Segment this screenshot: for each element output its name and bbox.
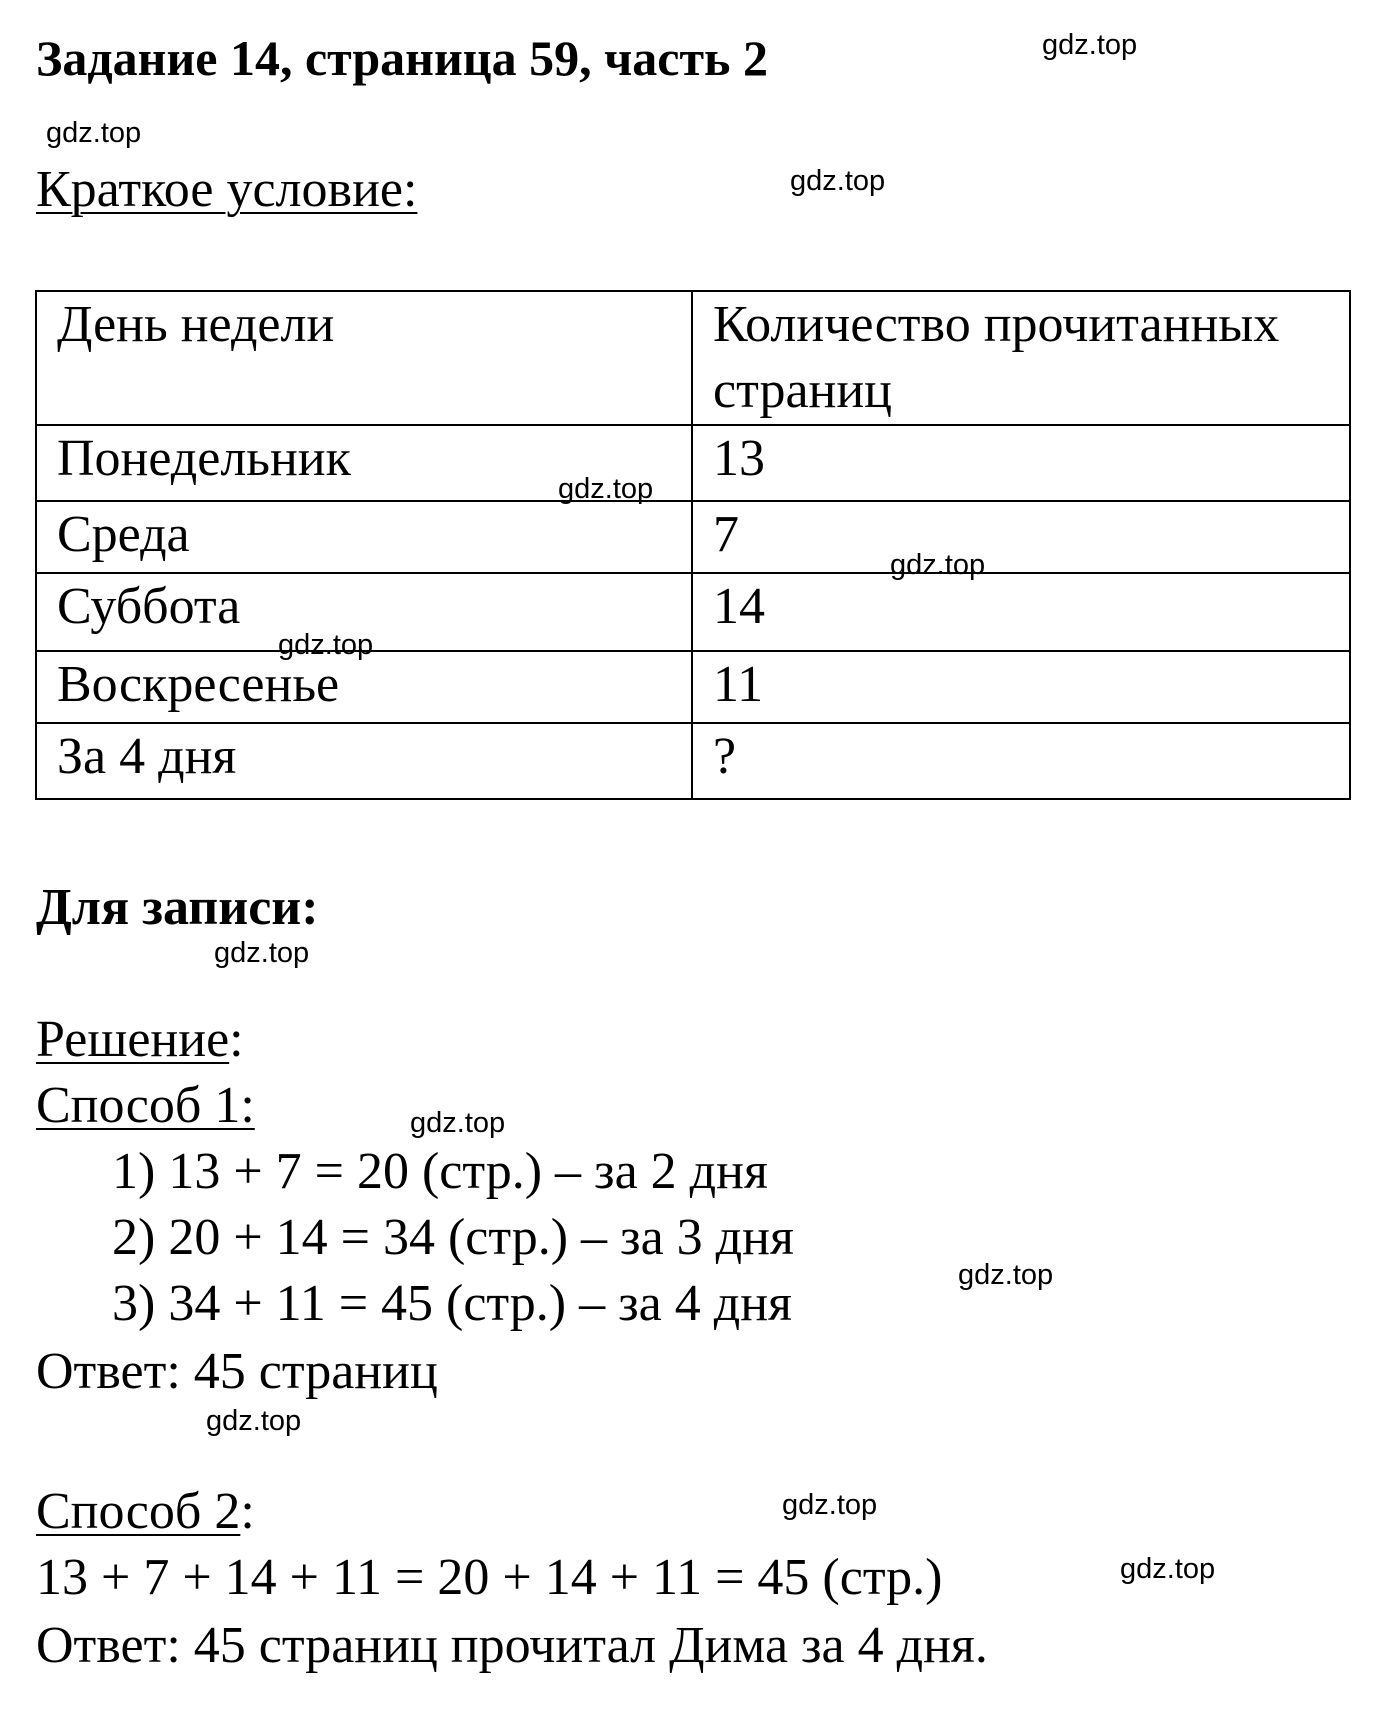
watermark: gdz.top [278, 629, 374, 661]
table-cell-day: Среда [36, 501, 692, 573]
method1-answer: Ответ: 45 страниц [36, 1343, 438, 1400]
table-cell-day: Воскресенье [36, 651, 692, 723]
table-row [36, 573, 1350, 651]
method2-expression: 13 + 7 + 14 + 11 = 20 + 14 + 11 = 45 (стр.) [36, 1549, 943, 1606]
table-header-pages: Количество прочитанных страниц [692, 291, 1350, 425]
watermark: gdz.top [1042, 29, 1138, 61]
table-cell-pages: 13 [692, 425, 1350, 501]
table-row [36, 651, 1350, 723]
method1-step-2: 2) 20 + 14 = 34 (стр.) – за 3 дня [112, 1209, 794, 1266]
table-cell-day: Суббота [36, 573, 692, 651]
method2-answer: Ответ: 45 страниц прочитал Дима за 4 дня. [36, 1617, 988, 1674]
solution-heading [36, 1008, 244, 1072]
table-cell-day: За 4 дня [36, 723, 692, 799]
watermark: gdz.top [46, 117, 142, 149]
table-header-row [36, 291, 1350, 425]
watermark: gdz.top [206, 1405, 302, 1437]
record-heading: Для записи: [36, 879, 319, 936]
solution-heading-colon: : [229, 1011, 244, 1068]
table-row [36, 723, 1350, 799]
table-cell-pages: 14 [692, 573, 1350, 651]
watermark: gdz.top [558, 473, 654, 505]
table-row [36, 501, 1350, 573]
table-row [36, 425, 1350, 501]
page-title: Задание 14, страница 59, часть 2 [36, 30, 768, 86]
watermark: gdz.top [1120, 1553, 1216, 1585]
table-cell-pages: 7 [692, 501, 1350, 573]
watermark: gdz.top [782, 1489, 878, 1521]
table-header-day: День недели [36, 291, 692, 425]
watermark: gdz.top [958, 1259, 1054, 1291]
watermark: gdz.top [410, 1107, 506, 1139]
method1-step-3: 3) 34 + 11 = 45 (стр.) – за 4 дня [112, 1275, 792, 1332]
method2-heading-colon: : [240, 1483, 255, 1540]
method1-heading: Способ 1: [36, 1077, 255, 1134]
table-cell-pages: 11 [692, 651, 1350, 723]
method2-heading-text: Способ 2 [36, 1483, 241, 1540]
watermark: gdz.top [214, 937, 310, 969]
condition-heading: Краткое условие: [36, 161, 418, 218]
table-cell-day: Понедельник [36, 425, 692, 501]
method1-step-1: 1) 13 + 7 = 20 (стр.) – за 2 дня [112, 1143, 768, 1200]
solution-heading-text: Решение [36, 1011, 230, 1068]
method2-heading [36, 1480, 255, 1544]
watermark: gdz.top [790, 165, 886, 197]
table-cell-pages: ? [692, 723, 1350, 799]
watermark: gdz.top [890, 549, 986, 581]
condition-table [35, 290, 1351, 800]
